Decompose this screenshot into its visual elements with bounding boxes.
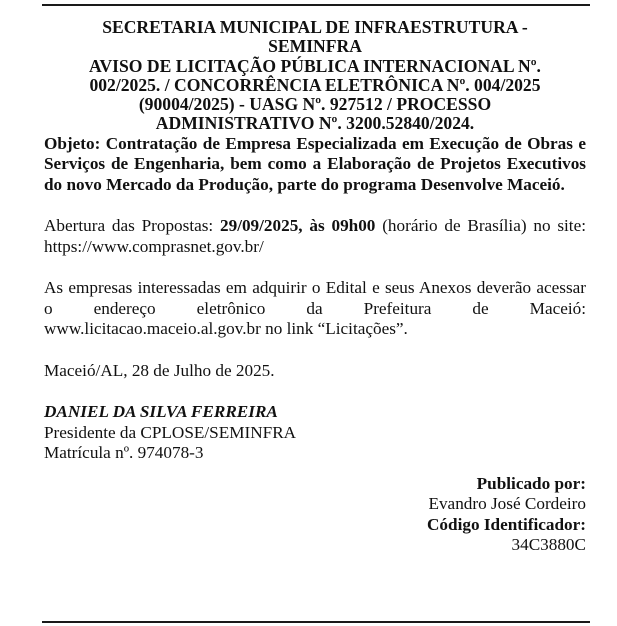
signature-block	[44, 402, 586, 464]
objeto-label: Objeto	[44, 133, 95, 153]
objeto-text: : Contratação de Empresa Especializada em Execução de Obras e Serviços de Engenharia, bem como a Elaboração de Projetos Executivos do novo Mercado da Produção, parte do programa Desenvolve Maceió.	[44, 133, 586, 194]
notice-document	[44, 18, 586, 556]
published-by-label: Publicado por:	[476, 473, 586, 493]
heading-line-6: ADMINISTRATIVO Nº. 3200.52840/2024.	[155, 113, 475, 134]
identifier-line	[44, 515, 586, 556]
heading-line-4: 002/2025. / CONCORRÊNCIA ELETRÔNICA Nº. 004/2025	[89, 74, 541, 95]
publication-block	[44, 474, 586, 556]
objeto-paragraph	[44, 134, 586, 196]
notice-heading	[44, 18, 586, 134]
abertura-suffix: (horário de Brasília) no site: https://www.comprasnet.gov.br/	[44, 216, 586, 256]
empresas-paragraph: As empresas interessadas em adquirir o Edital e seus Anexos deverão acessar o endereço eletrônico da Prefeitura de Maceió: www.licitacao.maceio.al.gov.br no link “Licitações”.	[44, 278, 586, 339]
abertura-date: 29/09/2025, às 09h00	[220, 216, 376, 236]
abertura-prefix: Abertura das Propostas:	[44, 216, 220, 236]
bottom-rule	[42, 621, 590, 623]
identifier-code: 34C3880C	[511, 535, 586, 555]
abertura-paragraph	[44, 216, 586, 257]
signer-registration: Matrícula nº. 974078-3	[44, 443, 204, 463]
signer-role: Presidente da CPLOSE/SEMINFRA	[44, 422, 297, 442]
signer-name: DANIEL DA SILVA FERREIRA	[44, 402, 278, 422]
heading-line-1: SECRETARIA MUNICIPAL DE INFRAESTRUTURA -	[102, 17, 528, 37]
identifier-label: Código Identificador:	[427, 514, 586, 534]
place-date: Maceió/AL, 28 de Julho de 2025.	[44, 360, 275, 380]
heading-line-2: SEMINFRA	[268, 36, 362, 57]
publisher-name: Evandro José Cordeiro	[428, 494, 586, 514]
heading-line-3: AVISO DE LICITAÇÃO PÚBLICA INTERNACIONAL Nº.	[89, 55, 541, 76]
heading-line-5: (90004/2025) - UASG Nº. 927512 / PROCESSO	[138, 94, 492, 115]
top-rule	[42, 4, 590, 6]
